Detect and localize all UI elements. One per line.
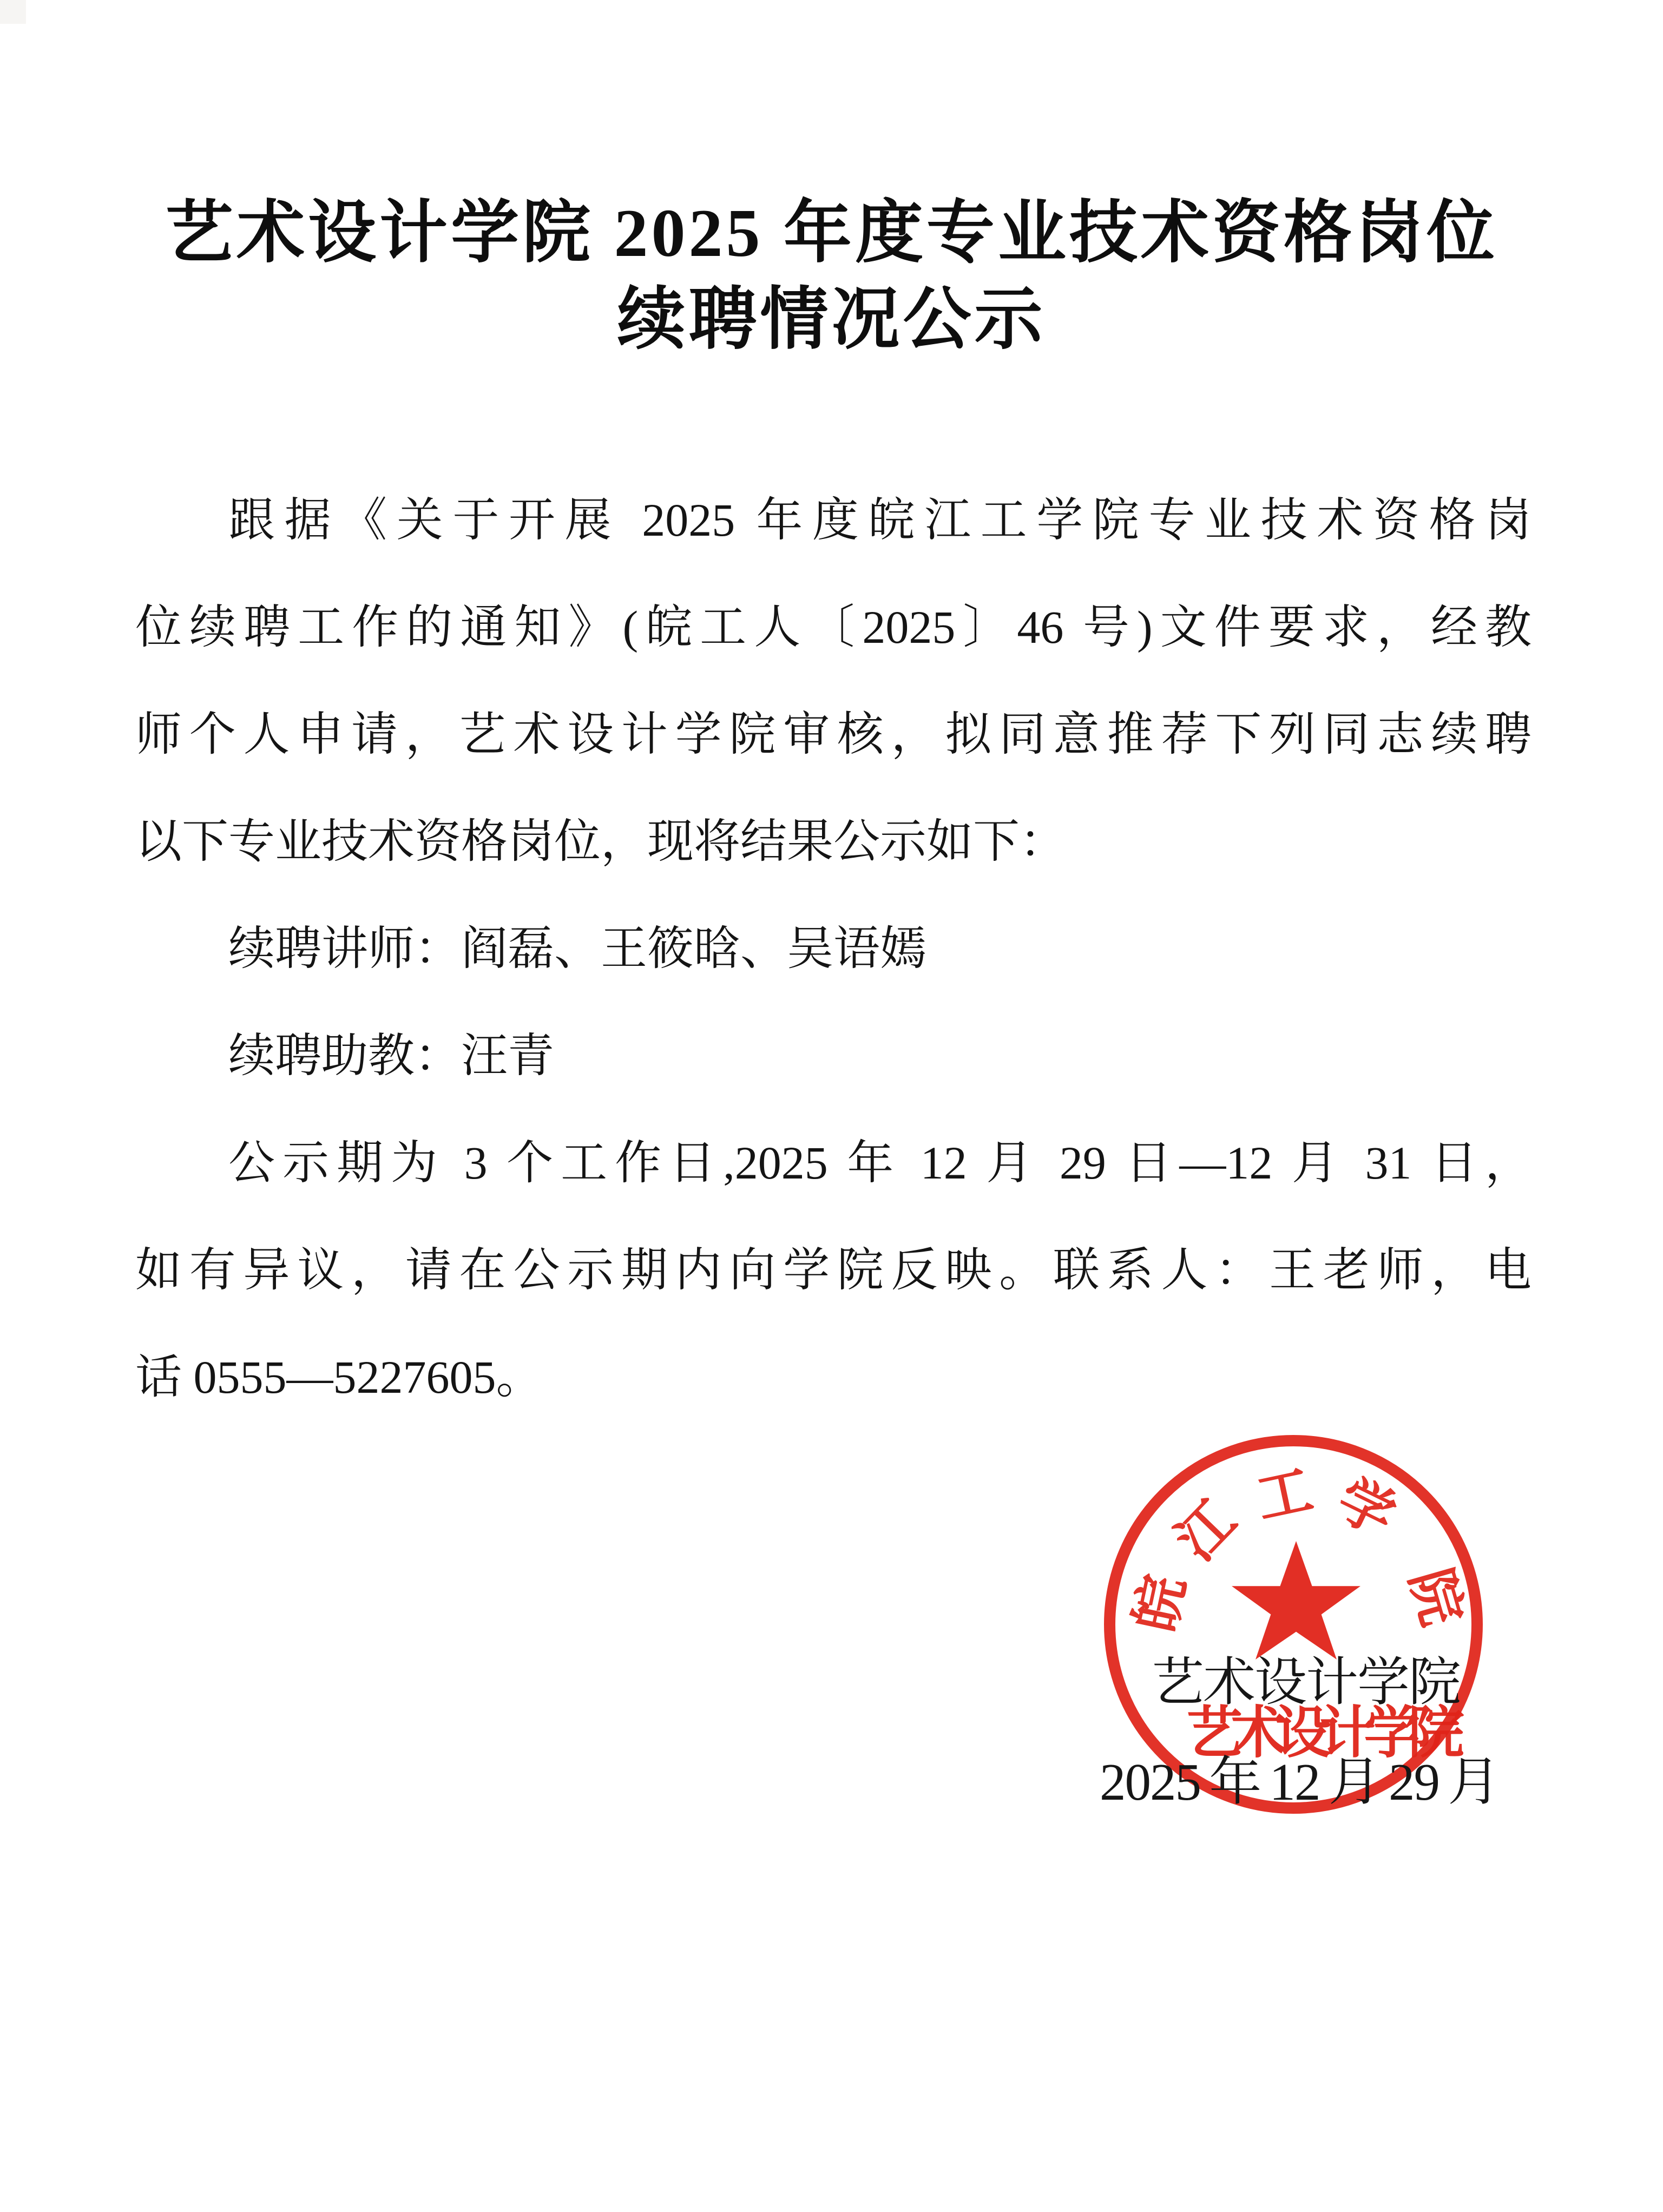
- seal-arc-char: 江: [1165, 1490, 1248, 1572]
- signature-department: 艺术设计学院: [1152, 1654, 1460, 1711]
- seal-department-text: 艺术设计学院: [1186, 1702, 1453, 1765]
- body-line: 公示期为 3 个工作日,2025 年 12 月 29 日—12 月 31 日，: [228, 1137, 1531, 1189]
- scan-corner-artifact: [0, 0, 26, 24]
- body-line-phone: 话 0555—5227605。: [135, 1351, 543, 1403]
- body-line-lecturer-renewal: 续聘讲师：阎磊、王筱晗、吴语嫣: [228, 923, 926, 975]
- body-line: 如有异议，请在公示期内向学院反映。联系人：王老师，电: [135, 1244, 1531, 1296]
- page-title-line2: 续聘情况公示: [617, 282, 1046, 358]
- body-line: 以下专业技术资格岗位，现将结果公示如下：: [135, 815, 1066, 867]
- announcement-body: [135, 466, 1531, 1431]
- body-line-assistant-renewal: 续聘助教：汪青: [228, 1030, 554, 1082]
- page-title: [0, 190, 1663, 364]
- seal-arc-char: 工: [1251, 1459, 1318, 1531]
- signature-date: 2025 年 12 月 29 月: [1100, 1753, 1500, 1811]
- seal-arc-char: 院: [1398, 1562, 1473, 1632]
- page-title-line1: 艺术设计学院 2025 年度专业技术资格岗位: [165, 196, 1498, 271]
- body-line: 跟据《关于开展 2025 年度皖江工学院专业技术资格岗: [228, 494, 1531, 546]
- seal-arc-char: 学: [1327, 1469, 1404, 1548]
- body-line: 位续聘工作的通知》(皖工人〔2025〕46 号)文件要求，经教: [135, 601, 1531, 653]
- body-line: 师个人申请，艺术设计学院审核，拟同意推荐下列同志续聘: [135, 708, 1531, 760]
- seal-arc-char: 皖: [1125, 1570, 1197, 1637]
